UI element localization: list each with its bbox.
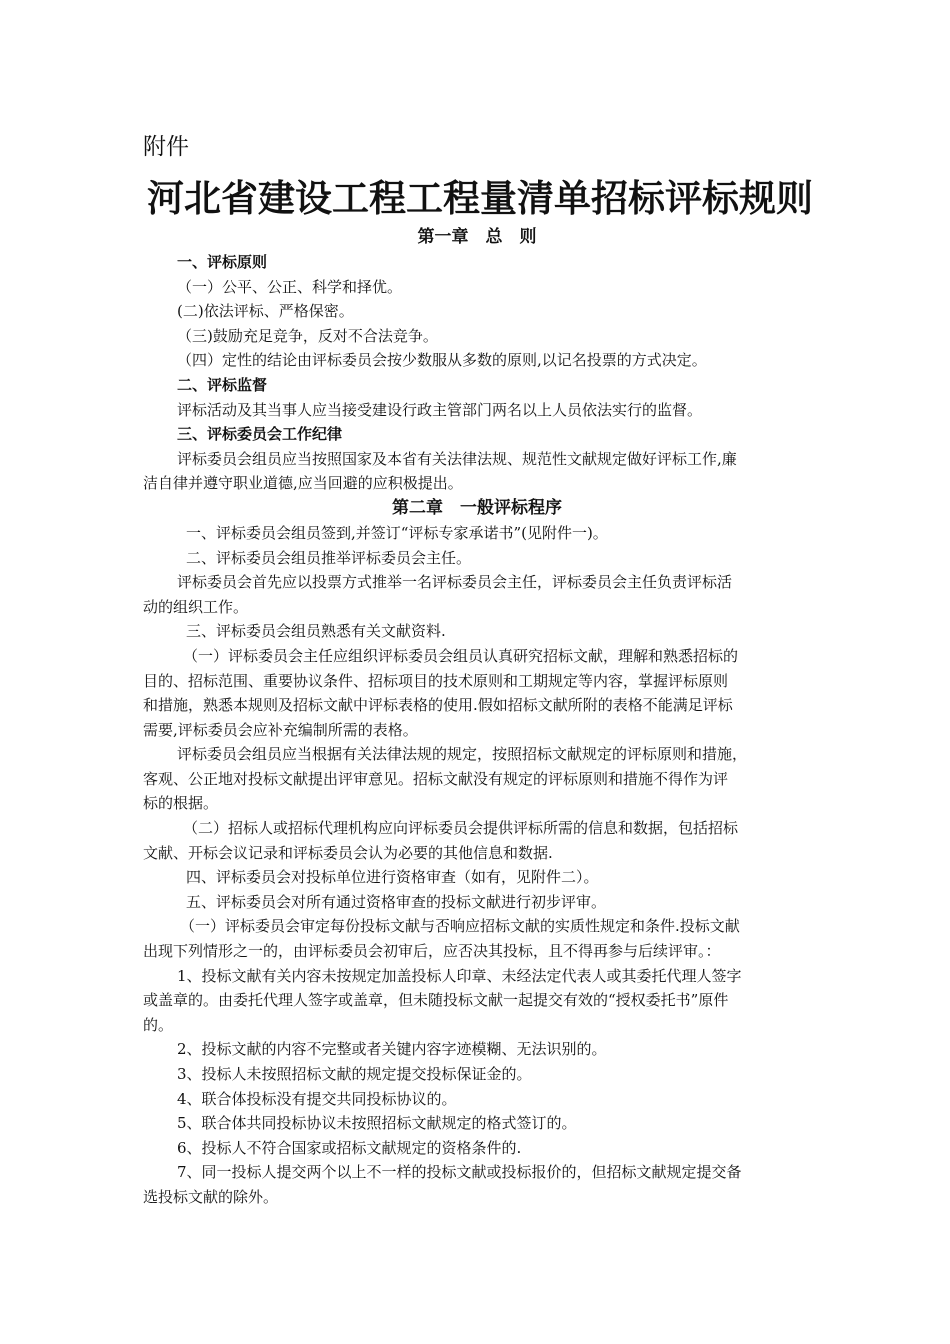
- section-heading: 三、评标委员会工作纪律: [177, 425, 343, 444]
- paragraph-line: 或盖章的。由委托代理人签字或盖章，但未随投标文献一起提交有效的“授权委托书”原件: [143, 991, 729, 1010]
- paragraph-line: （四）定性的结论由评标委员会按少数服从多数的原则,以记名投票的方式决定。: [177, 351, 707, 370]
- paragraph-line: 动的组织工作。: [143, 597, 249, 616]
- chapter-title: 第一章 总 则: [417, 227, 537, 247]
- section-heading: 二、评标监督: [177, 375, 268, 394]
- paragraph-line: 一、评标委员会组员签到,并签订“评标专家承诺书”(见附件一)。: [186, 523, 608, 542]
- paragraph-line: （三)鼓励充足竞争，反对不合法竞争。: [177, 326, 438, 345]
- document-body: [143, 225, 811, 1210]
- paragraph-line: 1、投标文献有关内容未按规定加盖投标人印章、未经法定代表人或其委托代理人签字: [177, 966, 742, 985]
- paragraph-line: 二、评标委员会组员推举评标委员会主任。: [186, 548, 472, 567]
- attachment-label: 附件: [143, 134, 189, 160]
- paragraph-line: 客观、公正地对投标文献提出评审意见。招标文献没有规定的评标原则和措施不得作为评: [143, 769, 729, 788]
- paragraph-line: 评标委员会首先应以投票方式推举一名评标委员会主任，评标委员会主任负责评标活: [177, 573, 733, 592]
- paragraph-line: 3、投标人未按照招标文献的规定提交投标保证金的。: [177, 1065, 532, 1083]
- paragraph-line: 选投标文献的除外。: [143, 1187, 279, 1206]
- paragraph-line: 四、评标委员会对投标单位进行资格审查（如有，见附件二）。: [186, 868, 599, 887]
- section-heading: 一、评标原则: [177, 253, 268, 271]
- paragraph-line: 4、联合体投标没有提交共同投标协议的。: [177, 1089, 457, 1108]
- paragraph-line: （二）招标人或招标代理机构应向评标委员会提供评标所需的信息和数据，包括招标: [183, 819, 739, 838]
- paragraph-line: 5、联合体共同投标协议未按照招标文献规定的格式签订的。: [177, 1114, 577, 1133]
- paragraph-line: (二)依法评标、严格保密。: [177, 302, 354, 321]
- paragraph-line: 评标活动及其当事人应当接受建设行政主管部门两名以上人员依法实行的监督。: [177, 400, 703, 419]
- paragraph-line: 标的根据。: [143, 794, 219, 813]
- paragraph-line: 出现下列情形之一的，由评标委员会初审后，应否决其投标，且不得再参与后续评审。：: [143, 942, 721, 961]
- paragraph-line: 文献、开标会议记录和评标委员会认为必要的其他信息和数据.: [143, 843, 553, 862]
- paragraph-line: 和措施，熟悉本规则及招标文献中评标表格的使用.假如招标文献所附的表格不能满足评标: [143, 696, 733, 715]
- paragraph-line: 洁自律并遵守职业道德,应当回避的应积极提出。: [143, 474, 463, 493]
- paragraph-line: （一）公平、公正、科学和择优。: [177, 277, 403, 296]
- paragraph-line: 7、同一投标人提交两个以上不一样的投标文献或投标报价的，但招标文献规定提交备: [177, 1163, 742, 1182]
- document-title: 河北省建设工程工程量清单招标评标规则: [147, 176, 813, 220]
- paragraph-line: 评标委员会组员应当根据有关法律法规的规定，按照招标文献规定的评标原则和措施，: [177, 745, 748, 764]
- paragraph-line: 三、评标委员会组员熟悉有关文献资料.: [186, 622, 446, 641]
- chapter-title: 第二章 一般评标程序: [392, 497, 562, 518]
- paragraph-line: 2、投标文献的内容不完整或者关键内容字迹模糊、无法识别的。: [177, 1040, 607, 1059]
- paragraph-line: 目的、招标范围、重要协议条件、招标项目的技术原则和工期规定等内容，掌握评标原则: [143, 671, 729, 690]
- paragraph-line: 需要,评标委员会应补充编制所需的表格。: [143, 720, 418, 739]
- paragraph-line: （一）评标委员会审定每份投标文献与否响应招标文献的实质性规定和条件.投标文献: [180, 917, 740, 936]
- paragraph-line: 评标委员会组员应当按照国家及本省有关法律法规、规范性文献规定做好评标工作,廉: [177, 449, 737, 468]
- paragraph-line: 6、投标人不符合国家或招标文献规定的资格条件的.: [177, 1138, 522, 1157]
- paragraph-line: 的。: [143, 1015, 174, 1034]
- paragraph-line: （一）评标委员会主任应组织评标委员会组员认真研究招标文献，理解和熟悉招标的: [183, 646, 739, 665]
- paragraph-line: 五、评标委员会对所有通过资格审查的投标文献进行初步评审。: [186, 892, 607, 911]
